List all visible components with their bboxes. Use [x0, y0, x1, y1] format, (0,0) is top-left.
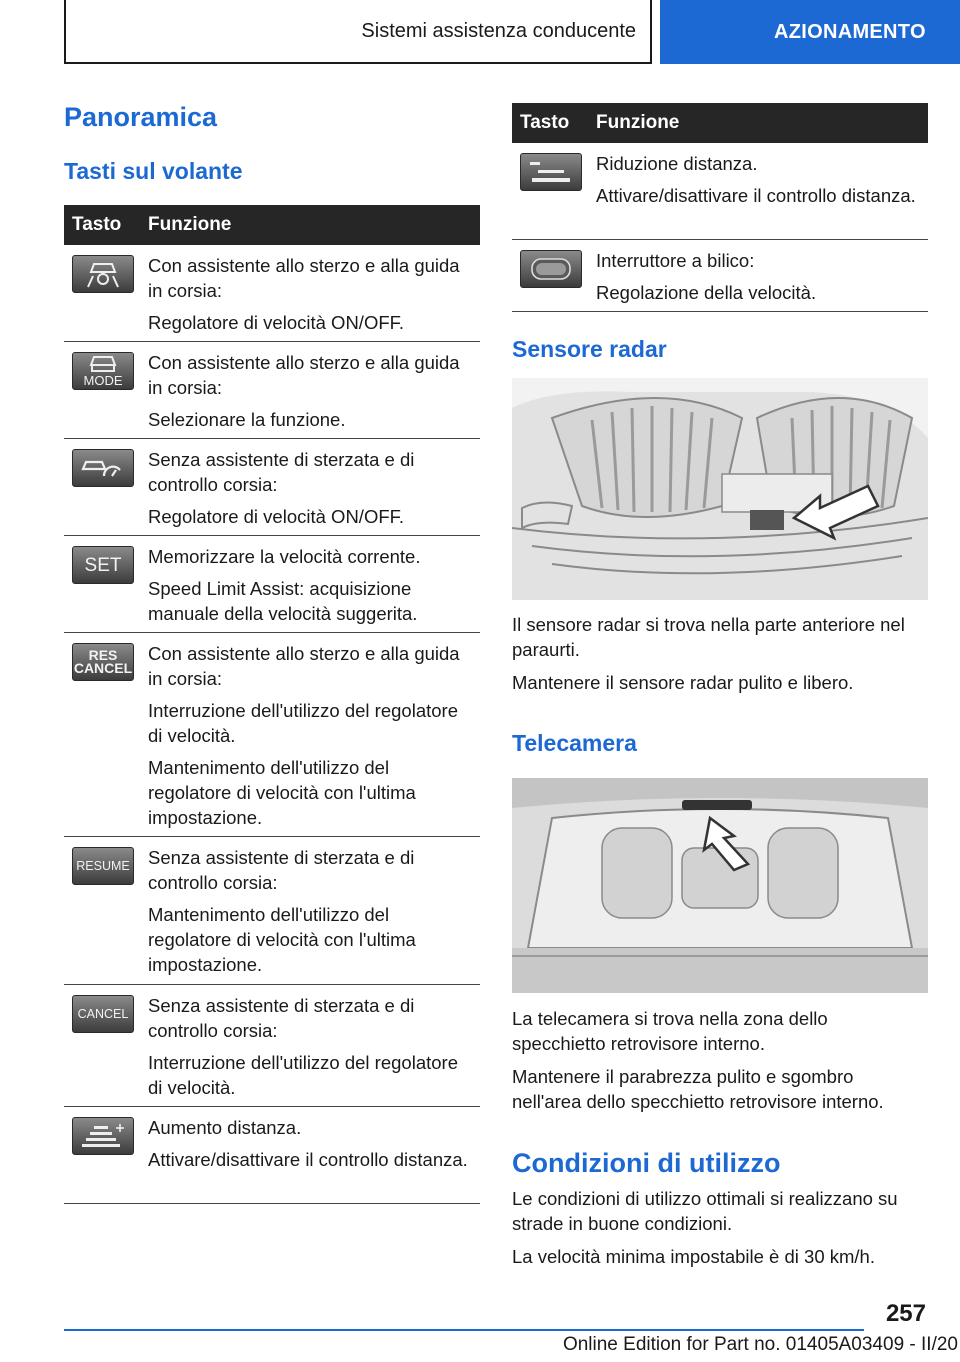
lane-assist-steering-icon	[72, 255, 134, 293]
function-text: Senza assistente di sterzata e di controllo corsia:	[148, 847, 415, 893]
function-text: Regolatore di velocità ON/OFF.	[148, 312, 405, 333]
paragraph: La velocità minima impostabile è di 30 km/h.	[512, 1246, 875, 1267]
table-row	[64, 536, 480, 633]
radar-sensor-illustration	[512, 378, 928, 600]
function-text: Memorizzare la velocità corrente.	[148, 546, 421, 567]
table-row	[64, 245, 480, 342]
function-text: Regolatore di velocità ON/OFF.	[148, 506, 405, 527]
footer-rule	[64, 1329, 864, 1331]
header-section-title: Sistemi assistenza conducente	[361, 19, 636, 42]
section-title-conditions: Condizioni di utilizzo	[512, 1148, 781, 1178]
column-header-key: Tasto	[72, 214, 122, 235]
paragraph: Mantenere il sensore radar pulito e libero.	[512, 672, 854, 693]
function-text: Con assistente allo sterzo e alla guida in corsia:	[148, 352, 460, 398]
mode-button-icon	[72, 352, 134, 390]
function-text: Interruzione dell'utilizzo del regolatore di velocità.	[148, 1052, 458, 1098]
table-header	[64, 205, 480, 245]
distance-increase-icon	[72, 1117, 134, 1155]
paragraph: Le condizioni di utilizzo ottimali si realizzano su strade in buone condizioni.	[512, 1188, 898, 1234]
function-text: Speed Limit Assist: acquisizione manuale della velocità suggerita.	[148, 578, 418, 624]
function-text: Senza assistente di sterzata e di controllo corsia:	[148, 449, 415, 495]
function-text: Con assistente allo sterzo e alla guida in corsia:	[148, 643, 460, 689]
rocker-switch-icon	[520, 250, 582, 288]
resume-button-icon: RESUME	[72, 847, 134, 885]
page-number: 257	[885, 1300, 926, 1327]
table-row	[64, 985, 480, 1107]
paragraph: La telecamera si trova nella zona dello specchietto retrovisore interno.	[512, 1008, 828, 1054]
table-header	[512, 103, 928, 143]
paragraph: Mantenere il parabrezza pulito e sgombro nell'area dello specchietto retrovisore interno.	[512, 1066, 884, 1112]
function-text: Selezionare la funzione.	[148, 409, 346, 430]
footer-edition: Online Edition for Part no. 01405A03409 - II/20	[562, 1334, 958, 1355]
res-cancel-button-icon: RES CANCEL	[72, 643, 134, 681]
function-text: Mantenimento dell'utilizzo del regolatore di velocità con l'ultima impostazione.	[148, 757, 416, 828]
section-title-camera: Telecamera	[512, 730, 637, 756]
function-text: Aumento distanza.	[148, 1117, 302, 1138]
function-text: Con assistente allo sterzo e alla guida in corsia:	[148, 255, 460, 301]
column-header-function: Funzione	[148, 214, 232, 235]
column-header-key: Tasto	[520, 112, 570, 133]
column-header-function: Funzione	[596, 112, 680, 133]
function-text: Interruttore a bilico:	[596, 250, 755, 271]
steering-keys-table	[64, 205, 480, 1204]
function-text: Mantenimento dell'utilizzo del regolatore di velocità con l'ultima impostazione.	[148, 904, 416, 975]
table-row	[64, 439, 480, 536]
camera-description	[512, 1006, 926, 1122]
cruise-control-icon	[72, 449, 134, 487]
radar-description	[512, 612, 926, 703]
paragraph: Il sensore radar si trova nella parte anteriore nel paraurti.	[512, 614, 905, 660]
section-title-radar: Sensore radar	[512, 336, 667, 362]
distance-decrease-icon	[520, 153, 582, 191]
svg-text:MODE: MODE	[83, 373, 123, 388]
table-row	[512, 143, 928, 240]
function-text: Attivare/disattivare il controllo distanza.	[596, 185, 916, 206]
section-title-steering-keys: Tasti sul volante	[64, 158, 243, 184]
table-row	[64, 837, 480, 985]
cancel-button-icon: CANCEL	[72, 995, 134, 1033]
function-text: Attivare/disattivare il controllo distanza.	[148, 1149, 468, 1170]
conditions-description	[512, 1186, 926, 1277]
header-bottom-rule	[64, 62, 650, 64]
function-text: Interruzione dell'utilizzo del regolatore di velocità.	[148, 700, 458, 746]
distance-keys-table	[512, 103, 928, 312]
camera-illustration	[512, 778, 928, 993]
header-divider	[650, 0, 652, 64]
set-button-icon: SET	[72, 546, 134, 584]
function-text: Senza assistente di sterzata e di controllo corsia:	[148, 995, 415, 1041]
function-text: Regolazione della velocità.	[596, 282, 817, 303]
table-row	[64, 342, 480, 439]
header-chapter-tab[interactable]: AZIONAMENTO	[660, 0, 960, 64]
table-row	[512, 240, 928, 312]
table-row	[64, 633, 480, 837]
table-row	[64, 1107, 480, 1204]
page-title: Panoramica	[64, 102, 218, 132]
function-text: Riduzione distanza.	[596, 153, 758, 174]
